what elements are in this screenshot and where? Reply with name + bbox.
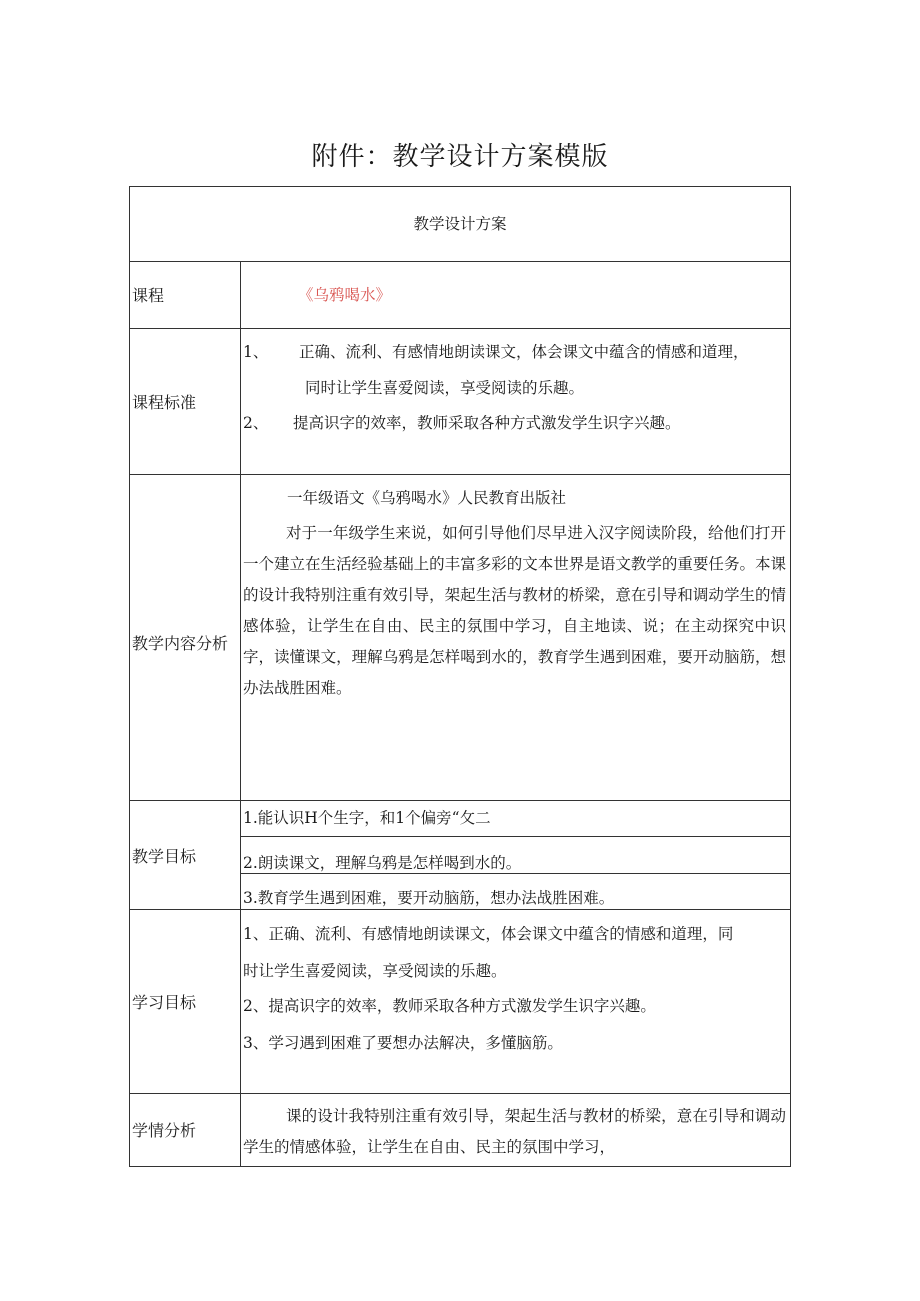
course-label: 课程 xyxy=(132,286,165,305)
learning-goal-item2: 2、提高识字的效率，教师采取各种方式激发学生识字兴趣。 xyxy=(243,997,656,1015)
learning-goal-item1-line2: 时让学生喜爱阅读，享受阅读的乐趣。 xyxy=(243,962,507,980)
document-title: 附件：教学设计方案模版 xyxy=(311,142,609,172)
learning-goal-item1-line1: 1、正确、流利、有感情地朗读课文，体会课文中蕴含的情感和道理，同 xyxy=(243,925,734,943)
learning-goal-item3: 3、学习遇到困难了要想办法解决，多懂脑筋。 xyxy=(243,1034,563,1052)
content-analysis-paragraph: 对于一年级学生来说，如何引导他们尽早进入汉字阅读阶段，给他们打开一个建立在生活经验基础上的丰富多彩的文本世界是语文教学的重要任务。本课的设计我特别注重有效引导，架起生活与教材的桥梁，意在引导和调动学生的情感体验，让学生在自由、民主的氛围中学习，自主地读、说；在主动探究中识字，读懂课文，理解乌鸦是怎样喝到水的，教育学生遇到困难，要开动脑筋，想办法战胜困难。 xyxy=(243,524,786,697)
teaching-goal-item: 2.朗读课文，理解乌鸦是怎样喝到水的。 xyxy=(243,854,522,872)
standard-item1-line1: 正确、流利、有感情地朗读课文，体会课文中蕴含的情感和道理， xyxy=(299,343,749,361)
row-divider xyxy=(240,873,790,874)
standard-item1-line2: 同时让学生喜爱阅读，享受阅读的乐趣。 xyxy=(305,379,585,397)
standard-item2-number: 2、 xyxy=(243,414,269,432)
row-divider xyxy=(130,909,790,910)
row-divider xyxy=(130,1093,790,1094)
learner-analysis-label: 学情分析 xyxy=(132,1121,197,1140)
standard-label: 课程标准 xyxy=(132,393,197,412)
row-divider xyxy=(130,261,790,262)
teaching-goals-label: 教学目标 xyxy=(132,847,197,866)
lesson-plan-table xyxy=(129,186,791,1167)
row-divider xyxy=(130,474,790,475)
learner-analysis-paragraph: 课的设计我特别注重有效引导，架起生活与教材的桥梁，意在引导和调动学生的情感体验，让学生在自由、民主的氛围中学习， xyxy=(243,1107,786,1156)
row-divider xyxy=(130,800,790,801)
standard-item1-number: 1、 xyxy=(243,343,269,361)
learning-goals-label: 学习目标 xyxy=(132,993,197,1012)
table-header: 教学设计方案 xyxy=(413,215,507,233)
teaching-goal-item: 1.能认识H个生字，和1个偏旁“攵二 xyxy=(243,809,491,827)
content-analysis-source: 一年级语文《乌鸦喝水》人民教育出版社 xyxy=(287,489,567,507)
column-divider xyxy=(240,261,241,1166)
course-value: 《乌鸦喝水》 xyxy=(298,286,392,304)
standard-item2-text: 提高识字的效率，教师采取各种方式激发学生识字兴趣。 xyxy=(293,414,681,432)
content-analysis-label: 教学内容分析 xyxy=(132,634,229,653)
row-divider xyxy=(240,836,790,837)
row-divider xyxy=(130,328,790,329)
teaching-goal-item: 3.教育学生遇到困难，要开动脑筋，想办法战胜困难。 xyxy=(243,889,615,907)
